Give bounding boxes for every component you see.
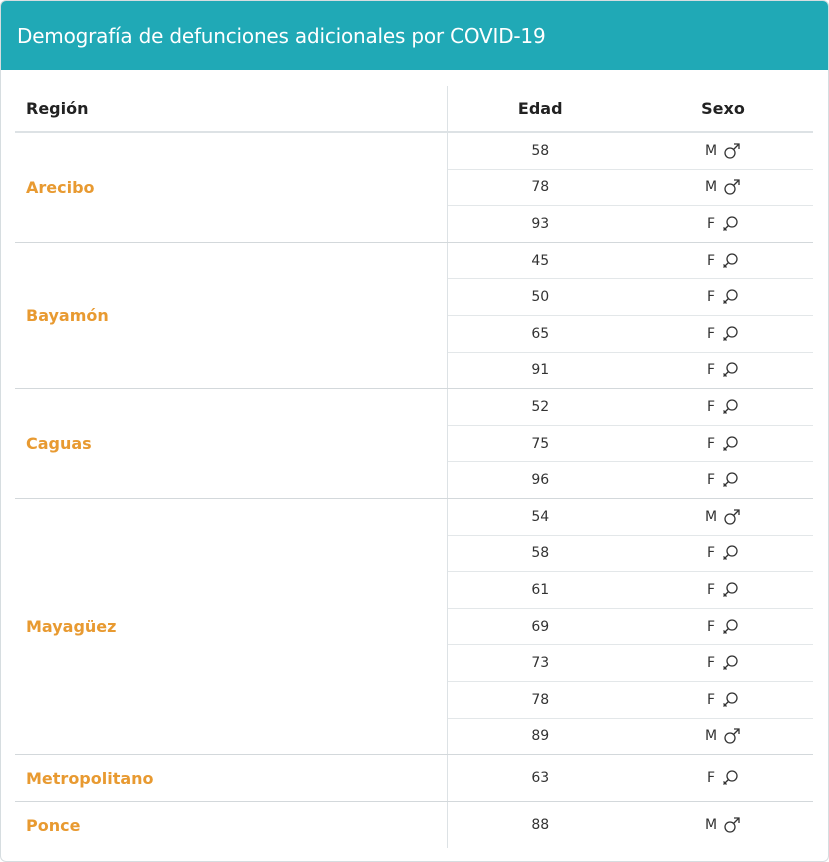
region-cell: Arecibo bbox=[15, 132, 447, 242]
female-icon bbox=[721, 769, 739, 787]
region-cell: Caguas bbox=[15, 389, 447, 499]
sex-label: F bbox=[706, 472, 716, 489]
age-cell: 58 bbox=[447, 535, 633, 572]
female-icon bbox=[721, 618, 739, 636]
table-header-row bbox=[15, 86, 813, 132]
sex-label: F bbox=[706, 325, 716, 342]
sex-value bbox=[707, 471, 739, 489]
sex-value bbox=[705, 816, 741, 834]
table-body bbox=[15, 132, 813, 848]
sex-value bbox=[705, 178, 741, 196]
female-icon bbox=[721, 654, 739, 672]
sex-label: F bbox=[706, 545, 716, 562]
female-icon bbox=[721, 435, 739, 453]
region-cell: Bayamón bbox=[15, 242, 447, 388]
sex-value bbox=[705, 142, 741, 160]
sex-cell bbox=[633, 608, 813, 645]
region-cell: Metropolitano bbox=[15, 755, 447, 802]
age-cell: 54 bbox=[447, 498, 633, 535]
age-cell: 93 bbox=[447, 206, 633, 243]
sex-value bbox=[705, 508, 741, 526]
sex-label: F bbox=[706, 252, 716, 269]
sex-cell bbox=[633, 315, 813, 352]
female-icon bbox=[721, 361, 739, 379]
sex-value bbox=[705, 727, 741, 745]
column-header-region: Región bbox=[15, 86, 447, 132]
female-icon bbox=[721, 471, 739, 489]
sex-cell bbox=[633, 169, 813, 206]
sex-label: F bbox=[706, 581, 716, 598]
sex-label: M bbox=[704, 179, 718, 196]
age-cell: 78 bbox=[447, 681, 633, 718]
table-row bbox=[15, 242, 813, 279]
sex-label: F bbox=[706, 435, 716, 452]
age-cell: 75 bbox=[447, 425, 633, 462]
sex-label: F bbox=[706, 618, 716, 635]
age-cell: 88 bbox=[531, 817, 550, 834]
sex-label: M bbox=[704, 508, 718, 525]
sex-cell bbox=[633, 755, 813, 802]
sex-label: M bbox=[704, 817, 718, 834]
sex-cell bbox=[633, 462, 813, 499]
age-cell: 78 bbox=[447, 169, 633, 206]
table-row bbox=[15, 498, 813, 535]
age-cell: 52 bbox=[447, 389, 633, 426]
male-icon bbox=[723, 142, 741, 160]
sex-value bbox=[707, 325, 739, 343]
age-cell: 96 bbox=[447, 462, 633, 499]
female-icon bbox=[721, 581, 739, 599]
age-cell: 50 bbox=[447, 279, 633, 316]
card-title: Demografía de defunciones adicionales por COVID-19 bbox=[17, 23, 546, 48]
sex-value bbox=[707, 435, 739, 453]
male-icon bbox=[723, 727, 741, 745]
table-row bbox=[15, 132, 813, 169]
sex-value bbox=[707, 252, 739, 270]
male-icon bbox=[723, 816, 741, 834]
sex-cell bbox=[633, 279, 813, 316]
age-cell: 63 bbox=[447, 755, 633, 802]
table-row bbox=[15, 802, 813, 849]
female-icon bbox=[721, 398, 739, 416]
female-icon bbox=[721, 325, 739, 343]
age-cell: 45 bbox=[447, 242, 633, 279]
sex-value bbox=[707, 654, 739, 672]
female-icon bbox=[721, 215, 739, 233]
sex-value bbox=[707, 544, 739, 562]
sex-cell bbox=[633, 425, 813, 462]
sex-label: F bbox=[706, 215, 716, 232]
sex-label: M bbox=[704, 142, 718, 159]
sex-cell bbox=[633, 242, 813, 279]
sex-value bbox=[707, 215, 739, 233]
sex-value bbox=[707, 691, 739, 709]
female-icon bbox=[721, 288, 739, 306]
sex-value bbox=[707, 581, 739, 599]
table-row bbox=[15, 389, 813, 426]
age-cell: 58 bbox=[447, 132, 633, 169]
sex-cell bbox=[633, 352, 813, 389]
sex-value bbox=[707, 288, 739, 306]
age-cell: 69 bbox=[447, 608, 633, 645]
sex-label: F bbox=[706, 691, 716, 708]
age-cell: 65 bbox=[447, 315, 633, 352]
region-cell: Ponce bbox=[15, 802, 447, 849]
sex-cell bbox=[633, 389, 813, 426]
table-row bbox=[15, 755, 813, 802]
female-icon bbox=[721, 691, 739, 709]
card-header bbox=[1, 1, 828, 70]
male-icon bbox=[723, 178, 741, 196]
sex-value bbox=[707, 618, 739, 636]
region-cell: Mayagüez bbox=[15, 498, 447, 754]
sex-cell bbox=[633, 206, 813, 243]
column-header-sexo: Sexo bbox=[633, 86, 813, 132]
female-icon bbox=[721, 544, 739, 562]
sex-cell bbox=[633, 535, 813, 572]
age-cell: 61 bbox=[447, 572, 633, 609]
sex-value bbox=[707, 361, 739, 379]
female-icon bbox=[721, 252, 739, 270]
sex-label: F bbox=[706, 289, 716, 306]
sex-cell bbox=[633, 572, 813, 609]
sex-value bbox=[707, 398, 739, 416]
sex-label: F bbox=[706, 655, 716, 672]
sex-label: F bbox=[706, 362, 716, 379]
age-cell: 89 bbox=[447, 718, 633, 755]
sex-label: F bbox=[706, 770, 716, 787]
sex-cell bbox=[633, 645, 813, 682]
sex-cell bbox=[633, 681, 813, 718]
sex-cell bbox=[633, 498, 813, 535]
male-icon bbox=[723, 508, 741, 526]
sex-cell bbox=[633, 132, 813, 169]
sex-label: F bbox=[706, 398, 716, 415]
age-cell: 73 bbox=[447, 645, 633, 682]
sex-label: M bbox=[704, 728, 718, 745]
sex-cell bbox=[633, 718, 813, 755]
demographics-table bbox=[15, 86, 813, 848]
sex-value bbox=[707, 769, 739, 787]
column-header-edad: Edad bbox=[447, 86, 633, 132]
age-cell: 91 bbox=[447, 352, 633, 389]
sex-cell bbox=[633, 802, 813, 849]
